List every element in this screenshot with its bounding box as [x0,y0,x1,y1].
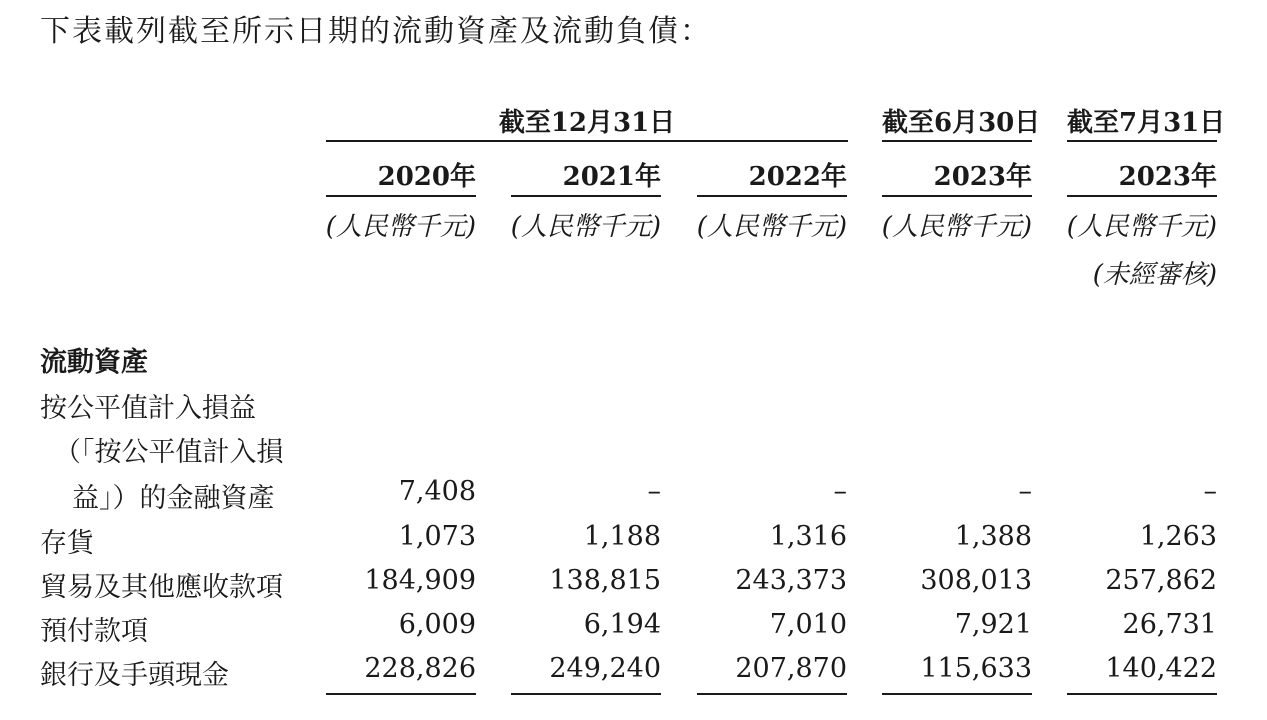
group-rule-jun30 [882,140,1032,142]
cell-receivables-2021: 138,815 [549,565,661,596]
cell-receivables-2023-jul: 257,862 [1105,565,1217,596]
group-header-jun30: 截至6月30日 [882,108,1041,138]
group-rule-jul31 [1067,140,1217,142]
cell-prepayments-2023-jul: 26,731 [1122,609,1217,640]
cell-receivables-2022: 243,373 [735,565,847,596]
cell-receivables-2020: 184,909 [364,565,476,596]
year-rule-2023-jul [1067,195,1217,197]
col-year-2021: 2021年 [562,162,661,192]
col-unit-2023-jun: (人民幣千元) [881,212,1032,242]
col-year-2020: 2020年 [377,162,476,192]
total-rule-2022 [697,693,847,695]
cell-inventories-2023-jun: 1,388 [954,521,1032,552]
row-label-fvtpl-line2: （「按公平值計入損 [54,437,284,468]
total-rule-2023-jul [1067,693,1217,695]
row-label-fvtpl-line1: 按公平值計入損益 [40,393,256,424]
col-unit-2020: (人民幣千元) [325,212,476,242]
cell-inventories-2023-jul: 1,263 [1139,521,1217,552]
total-rule-2020 [326,693,476,695]
col-year-2023-jun: 2023年 [933,162,1032,192]
row-label-receivables: 貿易及其他應收款項 [40,572,283,603]
cell-inventories-2020: 1,073 [398,521,476,552]
cell-cash-2022: 207,870 [735,653,847,684]
cell-inventories-2022: 1,316 [769,521,847,552]
cell-prepayments-2023-jun: 7,921 [954,609,1032,640]
year-rule-2022 [697,195,847,197]
year-rule-2023-jun [882,195,1032,197]
year-rule-2020 [326,195,476,197]
cell-prepayments-2022: 7,010 [769,609,847,640]
total-rule-2023-jun [882,693,1032,695]
cell-fvtpl-2021: – [647,476,661,507]
section-title: 流動資產 [40,347,148,378]
cell-prepayments-2020: 6,009 [398,609,476,640]
row-label-cash: 銀行及手頭現金 [40,660,229,691]
group-header-jul31: 截至7月31日 [1067,108,1226,138]
cell-receivables-2023-jun: 308,013 [920,565,1032,596]
cell-cash-2021: 249,240 [549,653,661,684]
cell-fvtpl-2022: – [833,476,847,507]
cell-prepayments-2021: 6,194 [583,609,661,640]
row-label-fvtpl-line3: 益」）的金融資產 [72,483,275,514]
cell-fvtpl-2023-jul: – [1203,476,1217,507]
col-unit-2021: (人民幣千元) [510,212,661,242]
col-unit-2022: (人民幣千元) [696,212,847,242]
col-unit-2023-jul: (人民幣千元) [1066,212,1217,242]
col-note-unaudited: (未經審核) [1092,260,1217,290]
col-year-2022: 2022年 [748,162,847,192]
intro-text: 下表載列截至所示日期的流動資產及流動負債： [40,14,712,49]
col-year-2023-jul: 2023年 [1118,162,1217,192]
year-rule-2021 [511,195,661,197]
cell-fvtpl-2023-jun: – [1018,476,1032,507]
cell-cash-2023-jun: 115,633 [920,653,1032,684]
cell-cash-2020: 228,826 [364,653,476,684]
cell-inventories-2021: 1,188 [583,521,661,552]
group-header-dec31: 截至12月31日 [498,108,676,138]
total-rule-2021 [511,693,661,695]
group-rule-dec31 [326,140,848,142]
cell-cash-2023-jul: 140,422 [1105,653,1217,684]
row-label-inventories: 存貨 [40,528,94,559]
row-label-prepayments: 預付款項 [40,616,148,647]
cell-fvtpl-2020: 7,408 [398,476,476,507]
